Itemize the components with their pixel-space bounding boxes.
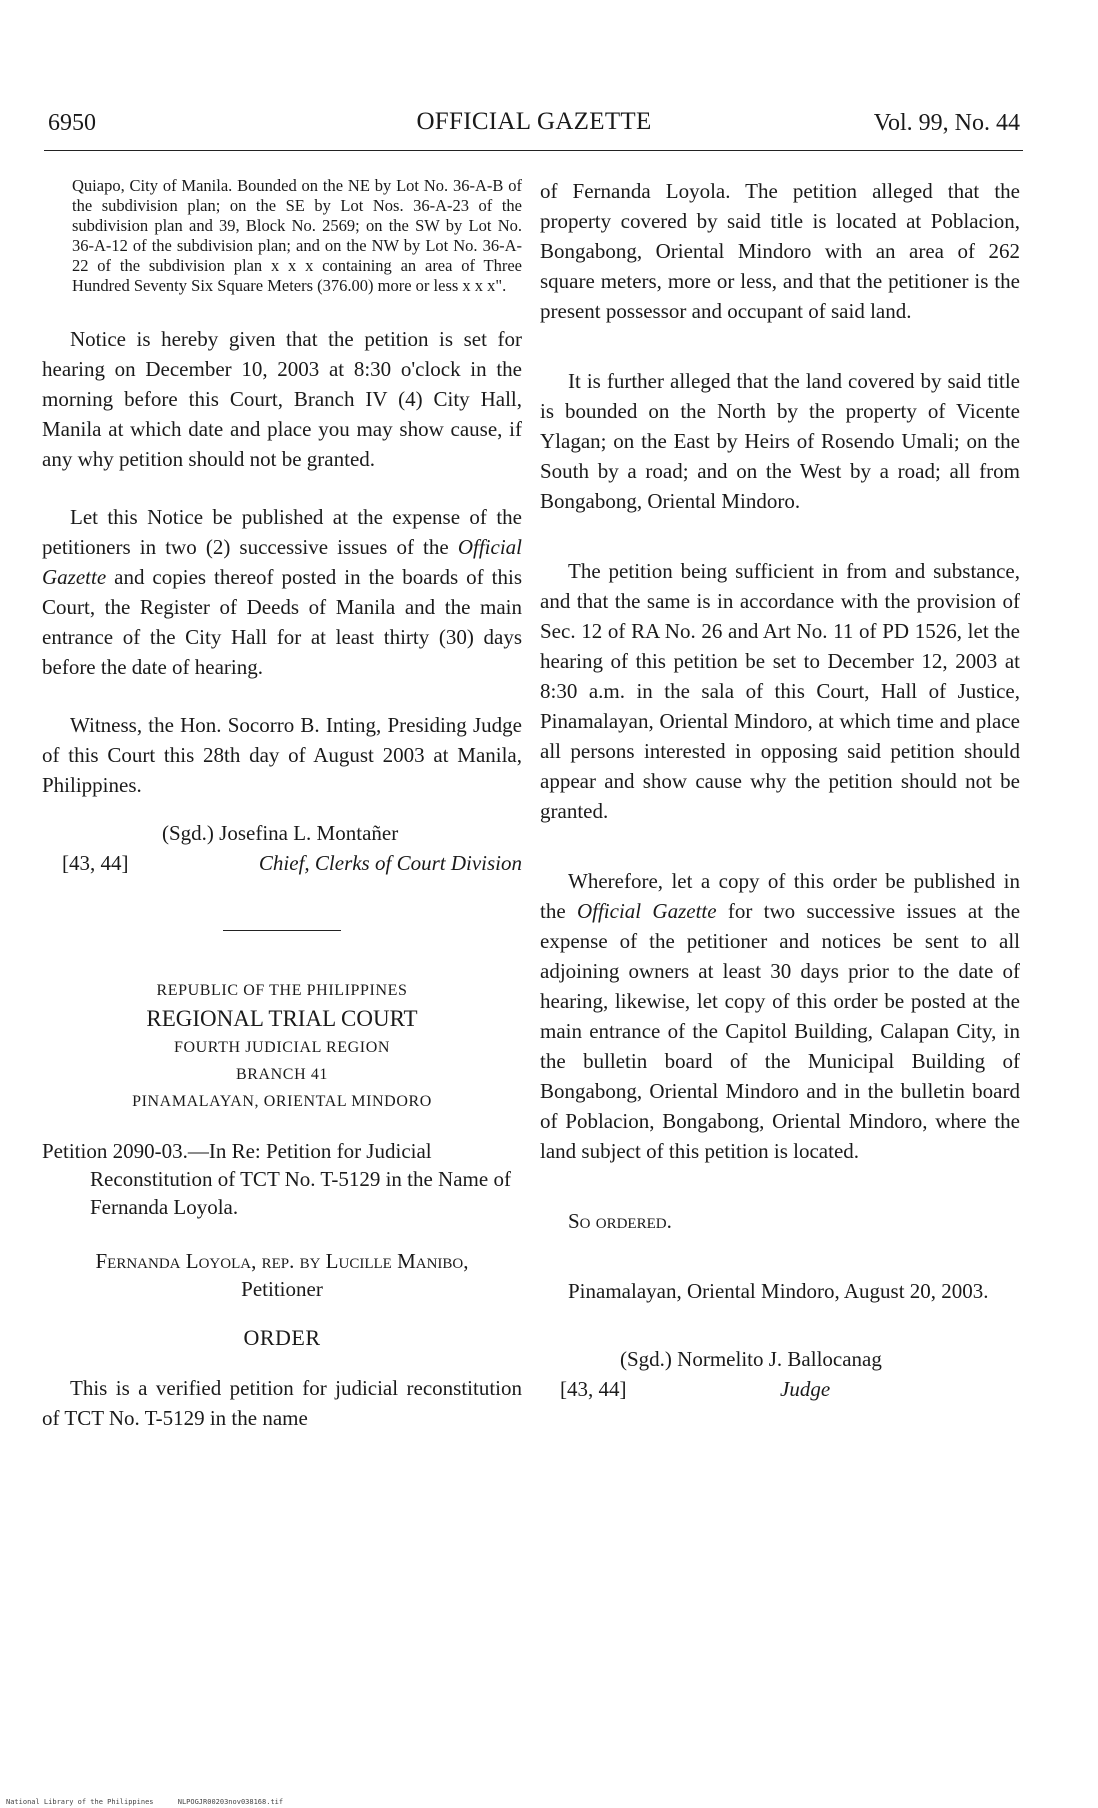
header-rule [44, 150, 1023, 151]
judge-signature-block [540, 1344, 1020, 1404]
order-paragraph-2: It is further alleged that the land covered by said title is bounded on the North by the property of Vicente Ylagan; on the East by Heirs of Rosendo Umali; on the South by a road; and on the West by a road; all from Bongabong, Oriental Mindoro. [540, 369, 1020, 513]
petitioner-block [42, 1247, 522, 1303]
petitioner-label: Petitioner [241, 1277, 323, 1301]
publication-title: OFFICIAL GAZETTE [416, 108, 652, 135]
section-divider [223, 930, 341, 931]
left-column [42, 176, 522, 1433]
clerk-signature-name: (Sgd.) Josefina L. Montañer [162, 821, 399, 845]
court-region: FOURTH JUDICIAL REGION [173, 1039, 391, 1056]
order-opening: This is a verified petition for judicial reconstitution of TCT No. T-5129 in the name [42, 1376, 522, 1430]
judge-title: Judge [780, 1377, 831, 1401]
publication-gazette-name: Official Gazette [42, 535, 522, 589]
right-column [540, 176, 1020, 1404]
petitioner-name: Fernanda Loyola, rep. by Lucille Manibo, [95, 1249, 469, 1273]
footer-file: NLPOGJR00203nov038168.tif [177, 1798, 284, 1806]
court-heading [42, 977, 522, 1115]
publication-text-a: Let this Notice be published at the expense of the petitioners in two (2) successive issues of the [42, 505, 522, 559]
place-and-date: Pinamalayan, Oriental Mindoro, August 20, 2003. [568, 1279, 989, 1303]
judge-issue-citation: [43, 44] [560, 1377, 627, 1401]
order-p4-text-a: Wherefore, let a copy of this order be published in the [540, 869, 1020, 923]
scan-footer [6, 1798, 303, 1806]
order-p4-text-b: for two successive issues at the expense of the petitioner and notices be sent to all adjoining owners at least 30 days prior to the date of hearing, likewise, let copy of this order be posted at the main entrance of the Capitol Building, Calapan City, in the bulletin board of the Municipal Building of Bongabong, Oriental Mindoro and in the bulletin board of Poblacion, Bongabong, Oriental Mindoro, where the land subject of this petition is located. [540, 899, 1021, 1163]
order-p4-gazette-name: Official Gazette [576, 899, 717, 923]
quoted-lot-description: Quiapo, City of Manila. Bounded on the NE by Lot No. 36-A-B of the subdivision plan; on the SE by Lot Nos. 36-A-23 of the subdivision plan and 39, Block No. 2569; on the SW by Lot No. 36-A-12 of the subdivision plan; and on the NW by Lot No. 36-A-22 of the subdivision plan x x x containing an area of Three Hundred Seventy Six Square Meters (376.00) more or less x x x". [72, 176, 522, 295]
footer-library: National Library of the Philippines [6, 1798, 154, 1806]
judge-signature-line [540, 1374, 1020, 1404]
clerk-title: Chief, Clerks of Court Division [258, 851, 522, 875]
court-branch: BRANCH 41 [235, 1066, 329, 1083]
order-paragraph-3: The petition being sufficient in from and substance, and that the same is in accordance with the provision of Sec. 12 of RA No. 26 and Art No. 11 of PD 1526, let the hearing of this petition be set to December 12, 2003 at 8:30 a.m. in the sala of this Court, Hall of Justice, Pinamalayan, Oriental Mindoro, at which time and place all persons interested in opposing said petition should appear and show cause why the petition should not be granted. [540, 559, 1020, 823]
clerk-signature-line [42, 848, 522, 878]
volume-number: Vol. 99, No. 44 [873, 110, 1020, 136]
clerk-signature-block [42, 818, 522, 878]
so-ordered: So ordered. [568, 1209, 672, 1233]
court-republic: REPUBLIC OF THE PHILIPPINES [156, 982, 408, 999]
petition-title: Petition 2090-03.—In Re: Petition for Judicial Reconstitution of TCT No. T-5129 in the Name of Fernanda Loyola. [42, 1139, 511, 1219]
page-number: 6950 [48, 110, 96, 136]
order-paragraph-1: of Fernanda Loyola. The petition alleged that the property covered by said title is located at Poblacion, Bongabong, Oriental Mindoro with an area of 262 square meters, more or less, and that the petitioner is the present possessor and occupant of said land. [540, 179, 1020, 323]
page-header [48, 110, 1020, 146]
order-paragraph-4 [540, 866, 1020, 1166]
publication-paragraph [42, 502, 522, 682]
judge-signature-name: (Sgd.) Normelito J. Ballocanag [620, 1347, 882, 1371]
witness-paragraph: Witness, the Hon. Socorro B. Inting, Presiding Judge of this Court this 28th day of August 2003 at Manila, Philippines. [42, 713, 522, 797]
court-name: REGIONAL TRIAL COURT [146, 1006, 418, 1031]
order-title: ORDER [243, 1325, 321, 1350]
publication-text-b: and copies thereof posted in the boards of this Court, the Register of Deeds of Manila and the main entrance of the City Hall for at least thirty (30) days before the date of hearing. [42, 565, 522, 679]
court-place: PINAMALAYAN, ORIENTAL MINDORO [132, 1093, 432, 1110]
clerk-issue-citation: [43, 44] [62, 851, 129, 875]
notice-paragraph: Notice is hereby given that the petition is set for hearing on December 10, 2003 at 8:30 o'clock in the morning before this Court, Branch IV (4) City Hall, Manila at which date and place you may show cause, if any why petition should not be granted. [42, 327, 522, 471]
